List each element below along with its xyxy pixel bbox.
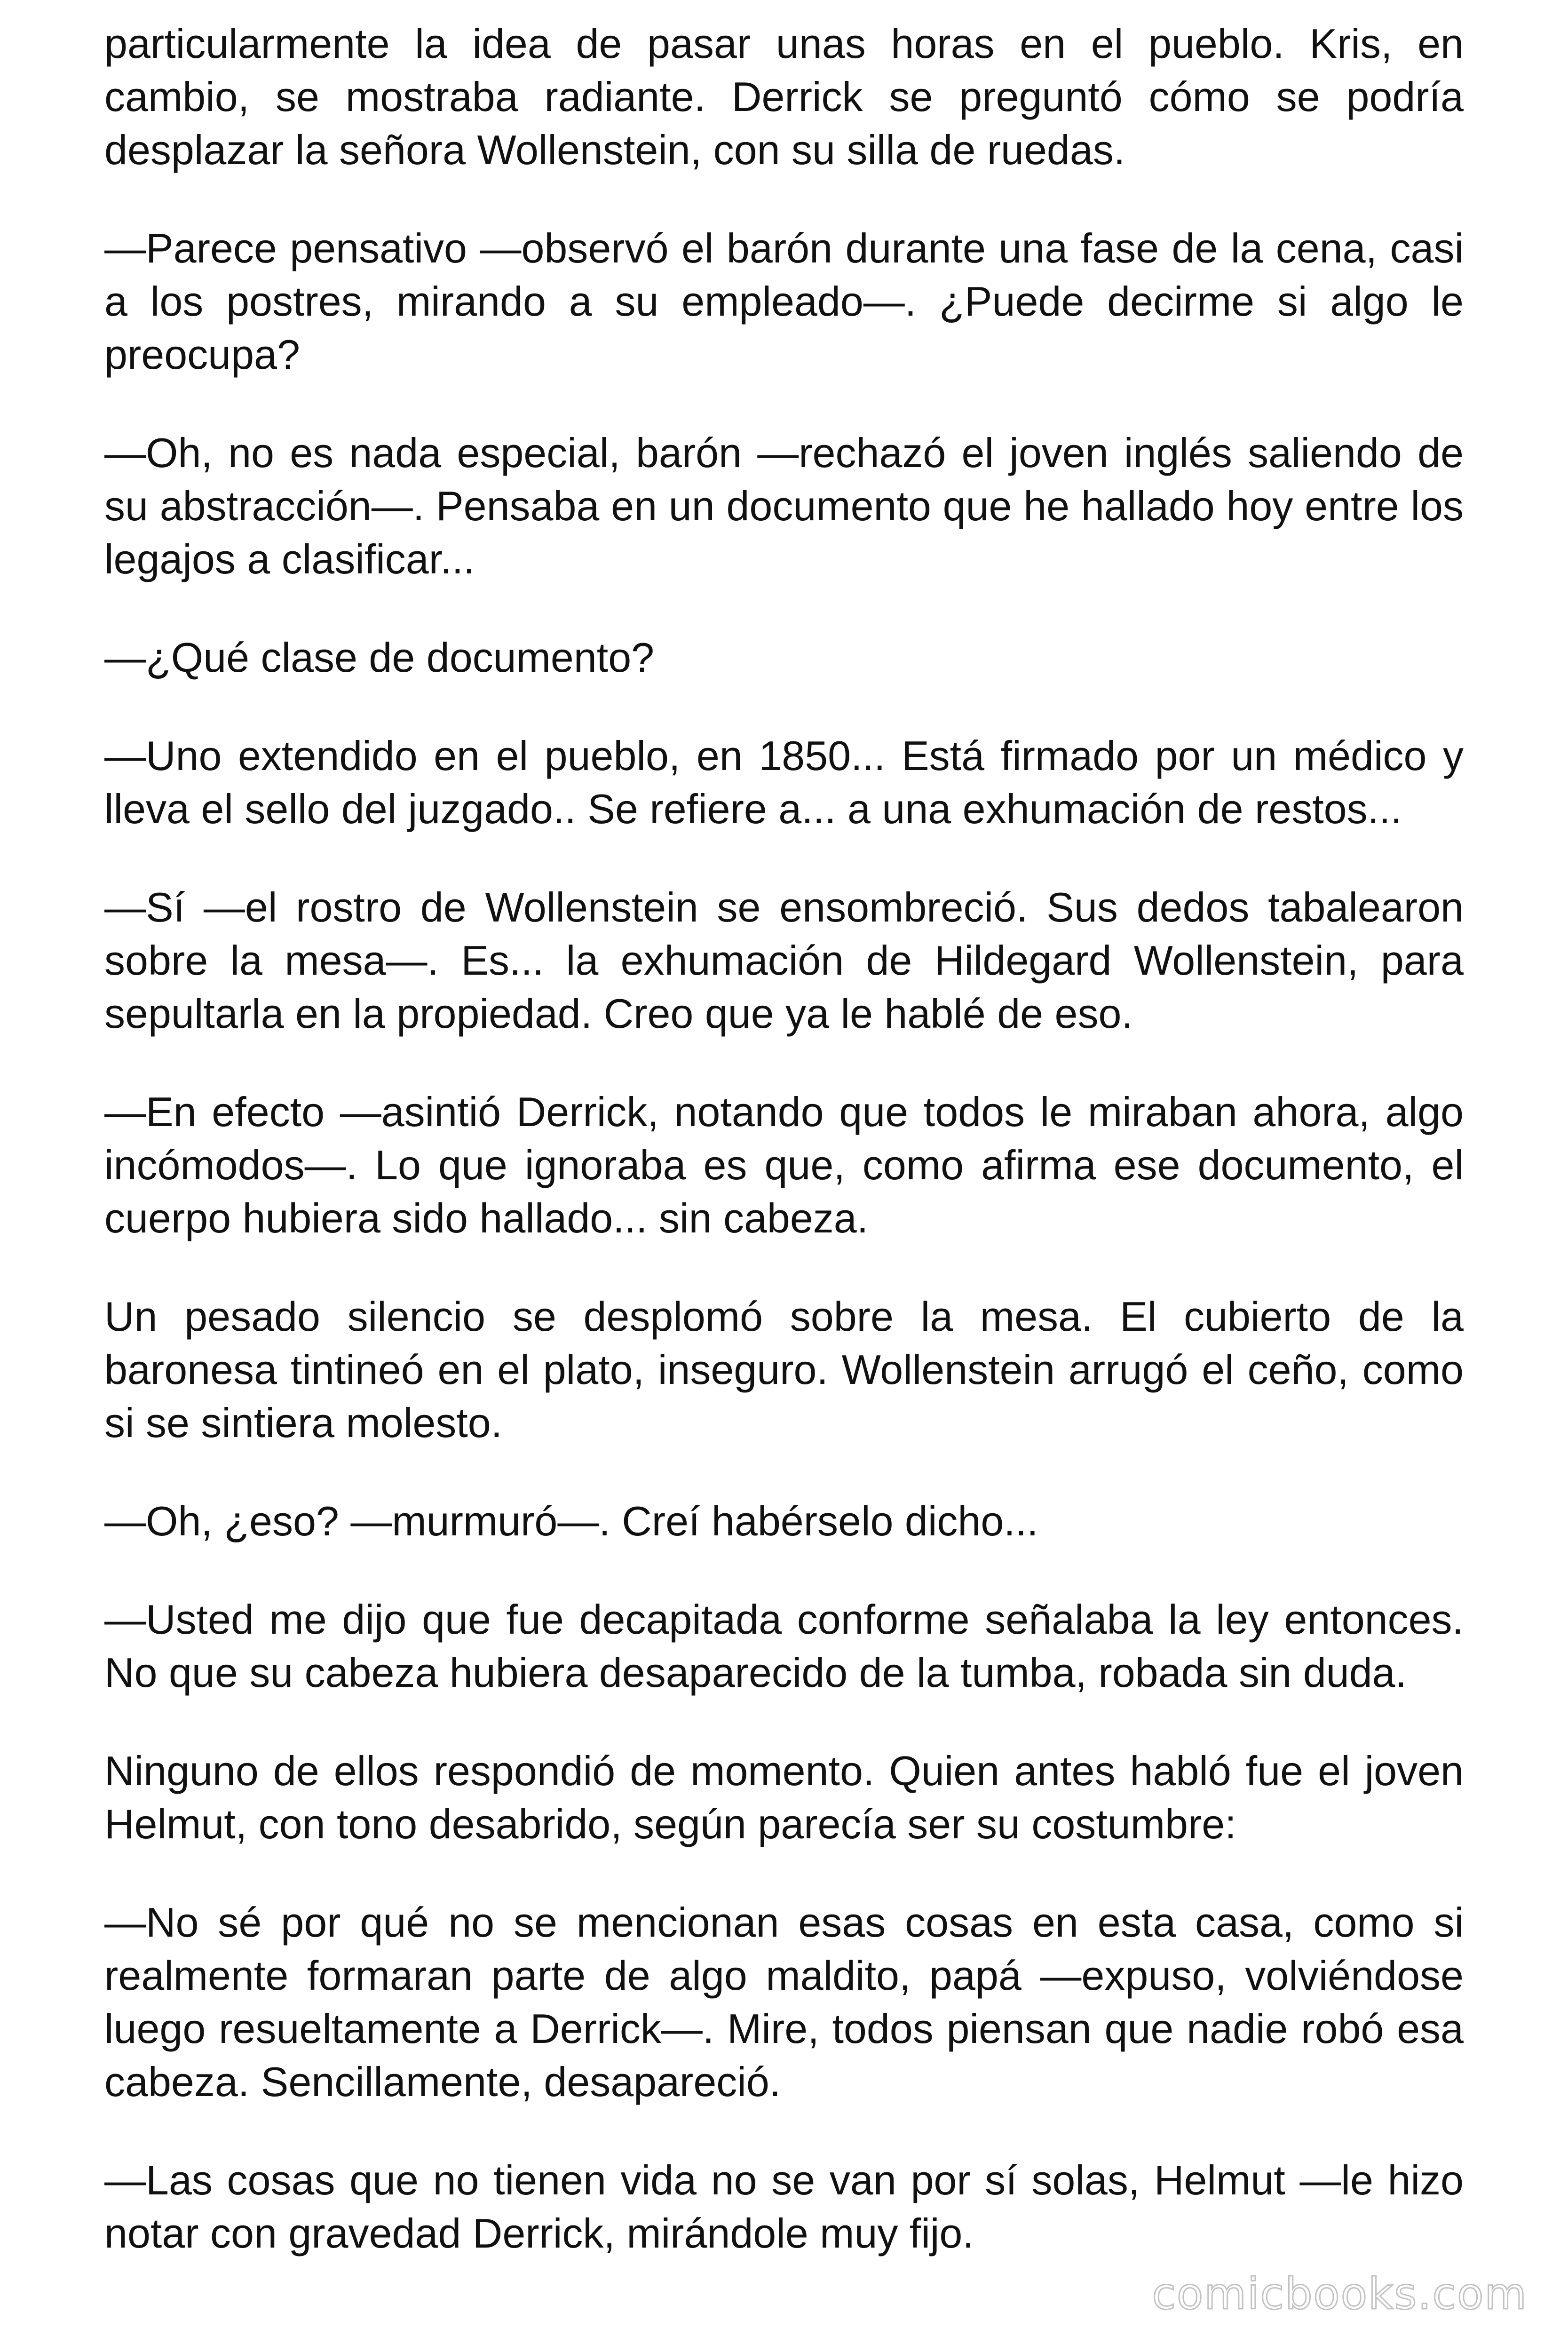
paragraph: —Usted me dijo que fue decapitada conforme señalaba la ley entonces. No que su cabeza hubiera desaparecido de la tumba, robada sin duda. — [104, 1596, 1464, 1696]
paragraph: —Las cosas que no tienen vida no se van por sí solas, Helmut —le hizo notar con gravedad Derrick, mirándole muy fijo. — [104, 2157, 1464, 2257]
watermark: comicbooks.com — [1152, 2269, 1528, 2319]
paragraph: —Parece pensativo —observó el barón durante una fase de la cena, casi a los postres, mirando a su empleado—. ¿Puede decirme si algo le preocupa? — [104, 225, 1464, 378]
paragraph: Un pesado silencio se desplomó sobre la mesa. El cubierto de la baronesa tintineó en el plato, inseguro. Wollenstein arrugó el ceño, como si se sintiera molesto. — [104, 1293, 1464, 1446]
document-body — [104, 17, 1464, 2260]
paragraph: —Oh, no es nada especial, barón —rechazó el joven inglés saliendo de su abstracción—. Pensaba en un documento que he hallado hoy entre los legajos a clasificar... — [104, 429, 1464, 582]
paragraph: Ninguno de ellos respondió de momento. Quien antes habló fue el joven Helmut, con tono desabrido, según parecía ser su costumbre: — [104, 1748, 1464, 1847]
paragraph: —Uno extendido en el pueblo, en 1850... Está firmado por un médico y lleva el sello del juzgado.. Se refiere a... a una exhumación de restos... — [104, 732, 1464, 832]
paragraph: —Sí —el rostro de Wollenstein se ensombreció. Sus dedos tabalearon sobre la mesa—. Es... la exhumación de Hildegard Wollenstein, para sepultarla en la propiedad. Creo que ya le hablé de eso. — [104, 884, 1464, 1037]
paragraph: —Oh, ¿eso? —murmuró—. Creí habérselo dicho... — [104, 1498, 1038, 1544]
paragraph: —En efecto —asintió Derrick, notando que todos le miraban ahora, algo incómodos—. Lo que ignoraba es que, como afirma ese documento, el cuerpo hubiera sido hallado... sin cabeza. — [104, 1089, 1464, 1241]
paragraph: —No sé por qué no se mencionan esas cosas en esta casa, como si realmente formaran parte de algo maldito, papá —expuso, volviéndose luego resueltamente a Derrick—. Mire, todos piensan que nadie robó esa cabeza. Sencillamente, desapareció. — [104, 1899, 1464, 2105]
paragraph: particularmente la idea de pasar unas horas en el pueblo. Kris, en cambio, se mostraba radiante. Derrick se preguntó cómo se podría desplazar la señora Wollenstein, con su silla de ruedas. — [104, 20, 1464, 173]
paragraph: —¿Qué clase de documento? — [104, 634, 655, 681]
